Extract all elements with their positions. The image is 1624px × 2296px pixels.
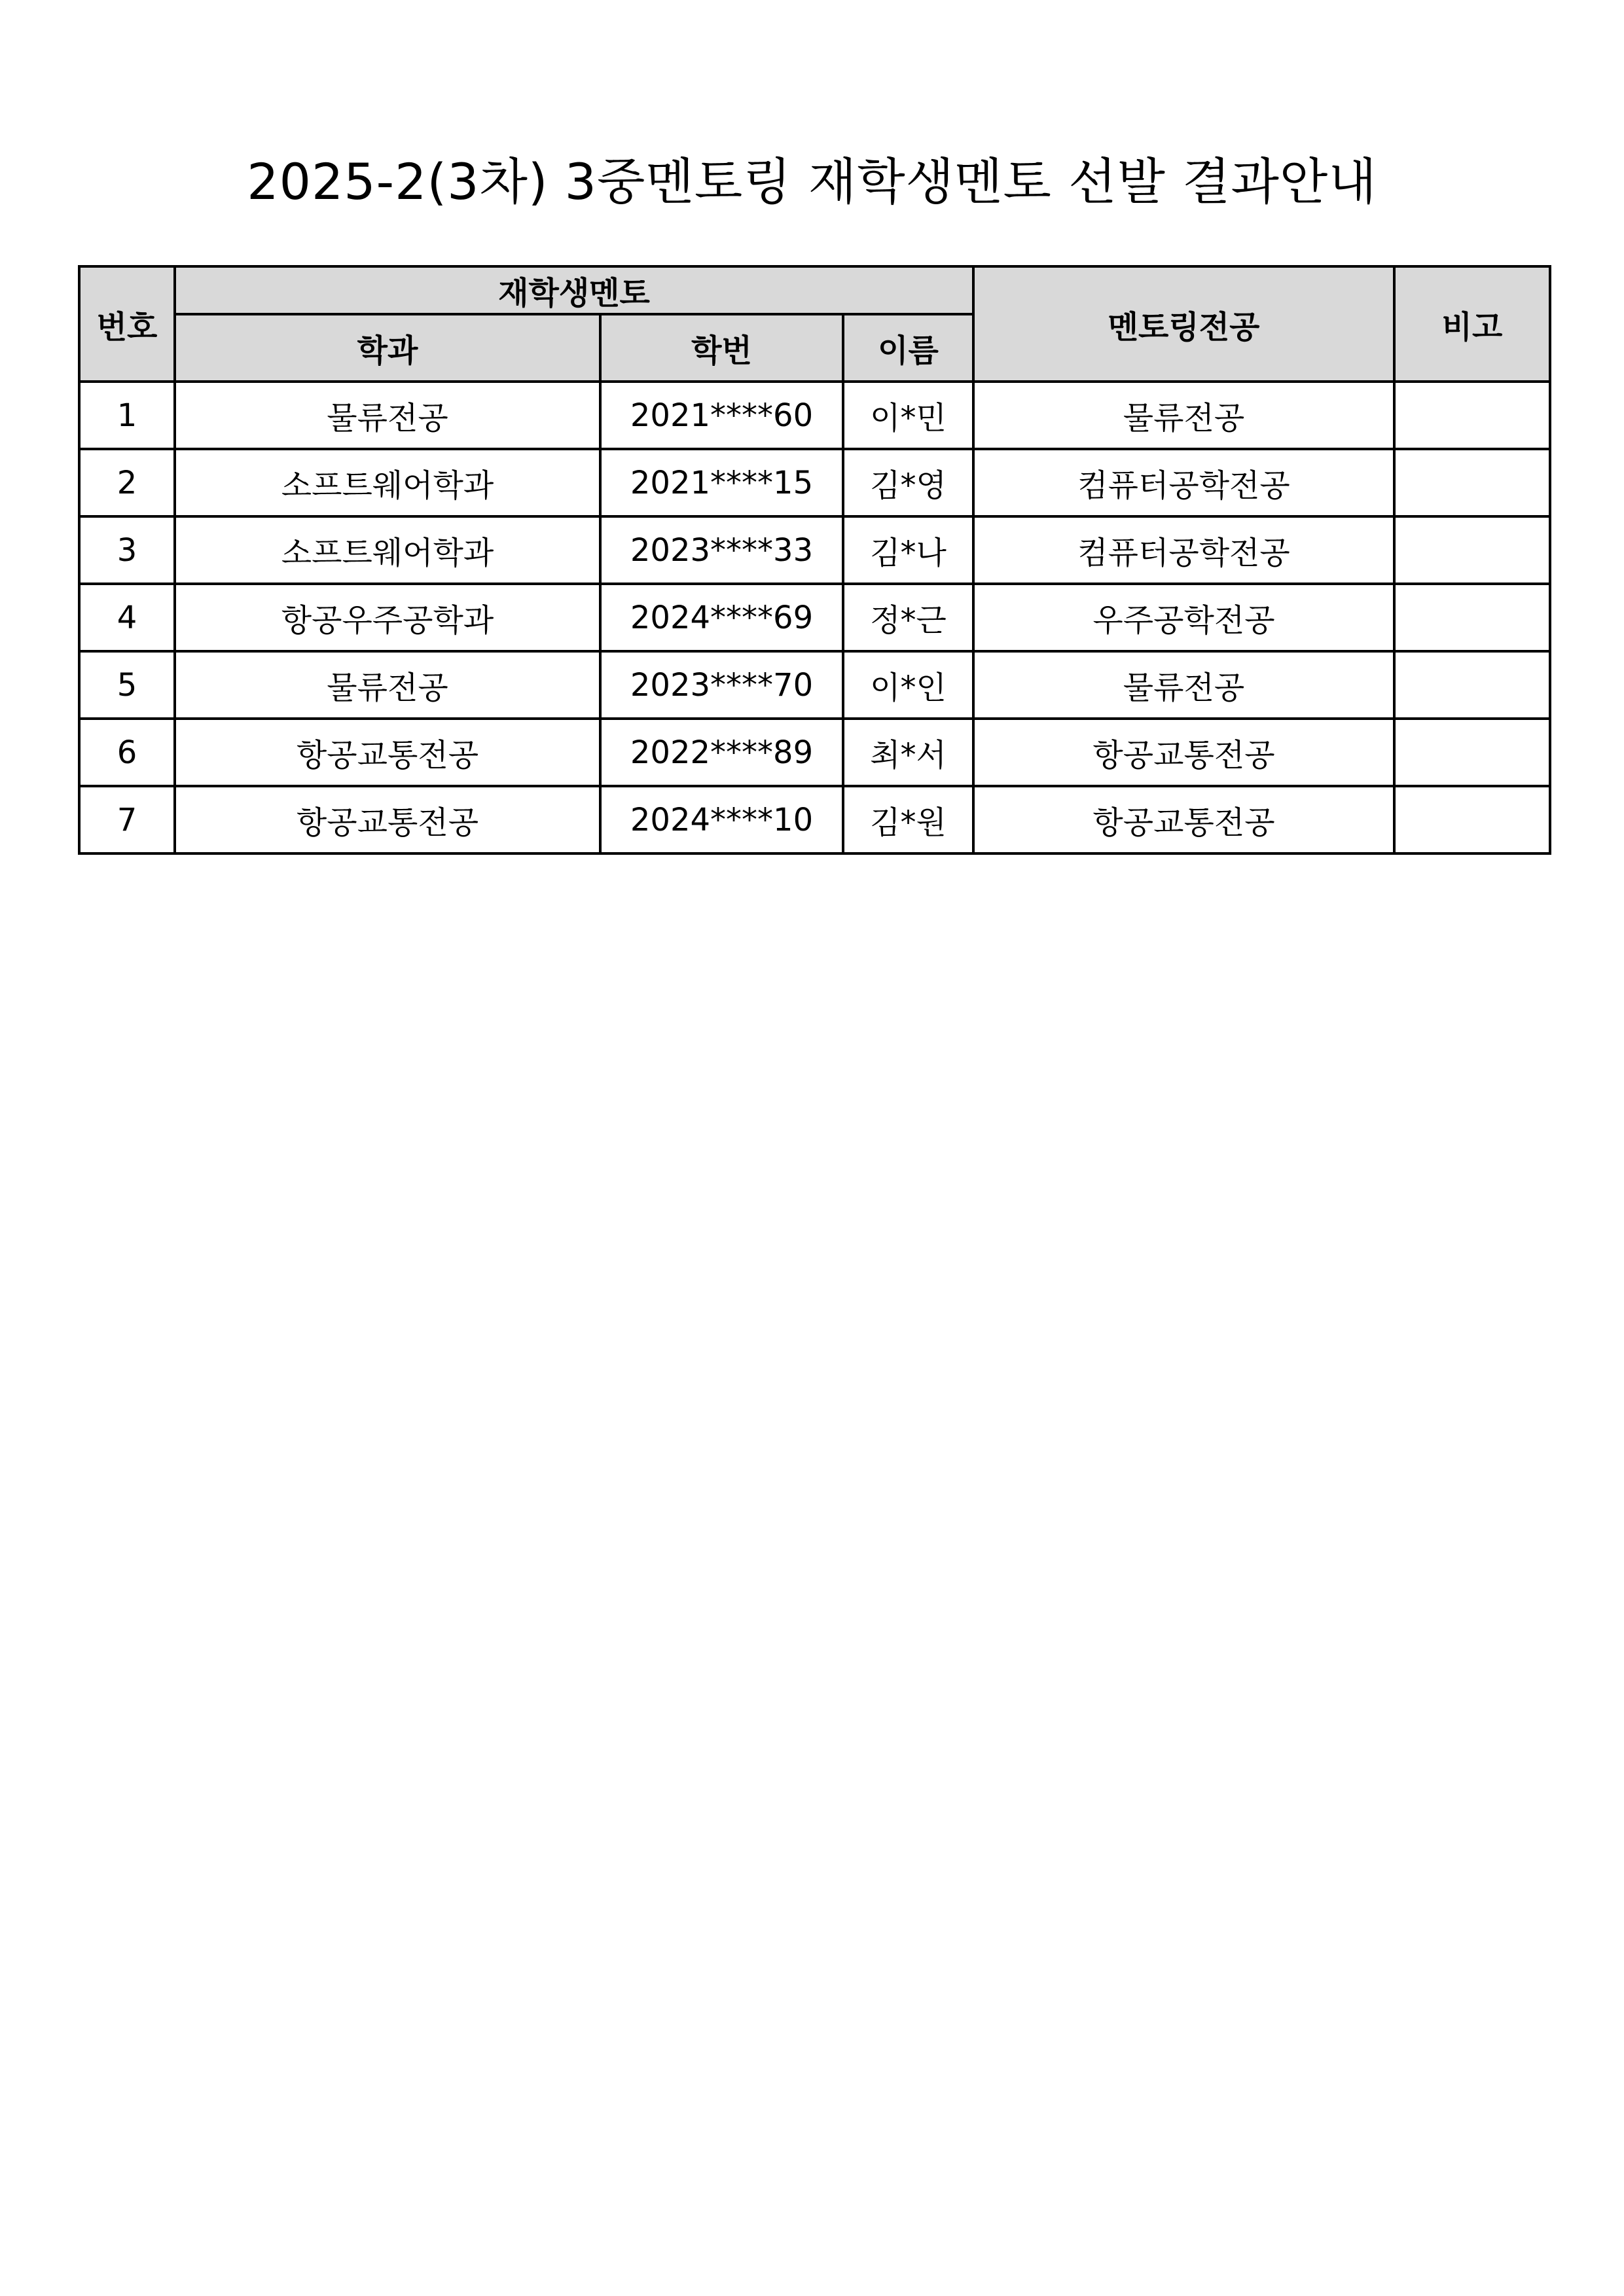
cell-student-id: 2021****60: [600, 382, 843, 449]
cell-department: 소프트웨어학과: [175, 449, 600, 516]
cell-remarks: [1394, 449, 1550, 516]
cell-department: 항공우주공학과: [175, 584, 600, 651]
cell-name: 이*인: [843, 651, 973, 719]
cell-department: 항공교통전공: [175, 719, 600, 786]
cell-name: 최*서: [843, 719, 973, 786]
table-row: [79, 719, 1550, 786]
table-row: [79, 449, 1550, 516]
table-row: [79, 516, 1550, 584]
cell-department: 항공교통전공: [175, 786, 600, 853]
cell-remarks: [1394, 584, 1550, 651]
cell-number: 6: [79, 719, 175, 786]
cell-mentoring-major: 컴퓨터공학전공: [973, 516, 1394, 584]
cell-number: 7: [79, 786, 175, 853]
cell-number: 5: [79, 651, 175, 719]
cell-number: 1: [79, 382, 175, 449]
cell-student-id: 2024****10: [600, 786, 843, 853]
header-remarks: 비고: [1394, 266, 1550, 382]
cell-mentoring-major: 물류전공: [973, 382, 1394, 449]
cell-name: 김*영: [843, 449, 973, 516]
table-row: [79, 651, 1550, 719]
cell-number: 4: [79, 584, 175, 651]
cell-name: 이*민: [843, 382, 973, 449]
cell-number: 3: [79, 516, 175, 584]
cell-remarks: [1394, 516, 1550, 584]
cell-mentoring-major: 컴퓨터공학전공: [973, 449, 1394, 516]
cell-name: 김*나: [843, 516, 973, 584]
cell-remarks: [1394, 786, 1550, 853]
table-row: [79, 584, 1550, 651]
cell-remarks: [1394, 719, 1550, 786]
header-student-mentor-group: 재학생멘토: [175, 266, 973, 314]
table-header-row: [79, 266, 1550, 314]
cell-student-id: 2024****69: [600, 584, 843, 651]
page-title: 2025-2(3차) 3중멘토링 재학생멘토 선발 결과안내: [247, 152, 1377, 211]
cell-name: 정*근: [843, 584, 973, 651]
header-department: 학과: [175, 314, 600, 382]
cell-mentoring-major: 항공교통전공: [973, 786, 1394, 853]
cell-department: 소프트웨어학과: [175, 516, 600, 584]
table-row: [79, 382, 1550, 449]
cell-student-id: 2023****70: [600, 651, 843, 719]
cell-name: 김*원: [843, 786, 973, 853]
cell-student-id: 2021****15: [600, 449, 843, 516]
header-mentoring-major: 멘토링전공: [973, 266, 1394, 382]
cell-mentoring-major: 우주공학전공: [973, 584, 1394, 651]
header-student-id: 학번: [600, 314, 843, 382]
mentor-selection-table: [78, 265, 1551, 855]
cell-department: 물류전공: [175, 382, 600, 449]
cell-student-id: 2023****33: [600, 516, 843, 584]
cell-mentoring-major: 항공교통전공: [973, 719, 1394, 786]
header-name: 이름: [843, 314, 973, 382]
cell-student-id: 2022****89: [600, 719, 843, 786]
cell-remarks: [1394, 651, 1550, 719]
cell-department: 물류전공: [175, 651, 600, 719]
cell-remarks: [1394, 382, 1550, 449]
header-number: 번호: [79, 266, 175, 382]
cell-mentoring-major: 물류전공: [973, 651, 1394, 719]
table-row: [79, 786, 1550, 853]
cell-number: 2: [79, 449, 175, 516]
